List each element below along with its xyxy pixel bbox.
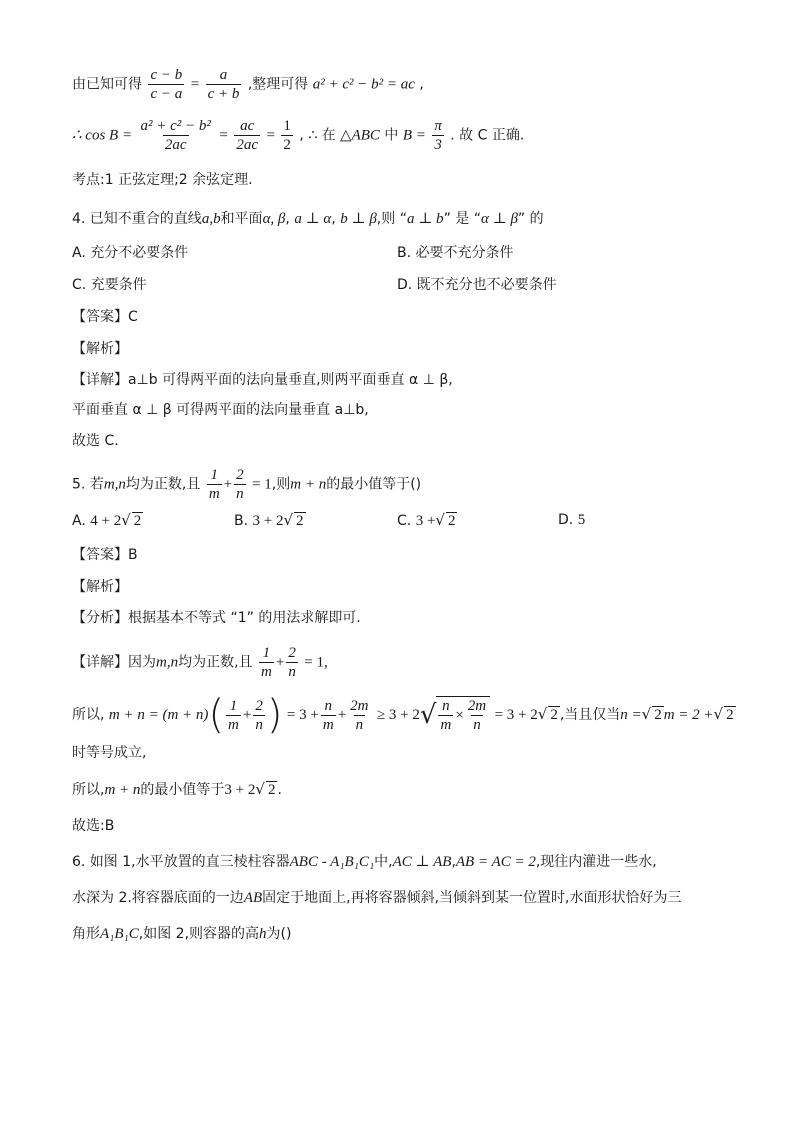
q4-detail-2: 平面垂直 α ⊥ β 可得两平面的法向量垂直 a⊥b, xyxy=(72,402,369,418)
expression: α ⊥ β xyxy=(480,211,518,227)
text: . 故 C 正确. xyxy=(450,127,525,144)
label: B. xyxy=(234,513,249,529)
text: 所以, xyxy=(72,707,105,723)
text: 均为正数,且 xyxy=(178,654,253,671)
fraction xyxy=(206,66,242,103)
q4-analysis-heading: 【解析】 xyxy=(72,341,128,357)
plus: + xyxy=(223,476,233,493)
text: 【详解】因为 xyxy=(72,654,156,671)
text: 5. 若 xyxy=(72,476,104,493)
text: 固定于地面上,再将容器倾斜,当倾斜到某一位置时,水面形状恰好为三 xyxy=(262,890,682,906)
numerator: 1 xyxy=(262,645,271,661)
sqrt-icon: √ xyxy=(435,511,445,529)
fraction xyxy=(438,697,453,734)
text: 的最小值等于 xyxy=(140,782,225,798)
fraction xyxy=(234,466,246,503)
numerator: c − b xyxy=(150,67,183,83)
denominator: m xyxy=(228,716,239,733)
radicand: 2 xyxy=(654,707,662,723)
denominator: n xyxy=(288,664,296,680)
expression: ABC - A₁B₁C₁ xyxy=(289,854,375,870)
equals: = xyxy=(190,76,200,93)
numerator: 1 xyxy=(210,467,218,483)
expression: m + n = (m + n) xyxy=(108,707,209,723)
radicand-group xyxy=(436,696,490,734)
times: × xyxy=(455,707,464,724)
question-4 xyxy=(72,209,544,229)
text: 为() xyxy=(266,926,292,942)
denominator: n xyxy=(255,716,263,733)
expression: a² + c² − b² = ac xyxy=(312,76,415,93)
text: , xyxy=(285,211,290,227)
left-paren: ( xyxy=(208,692,225,738)
expression: B = xyxy=(402,127,426,144)
radicand: 2 xyxy=(726,707,734,723)
expression: ≥ 3 + 2 xyxy=(376,707,420,723)
denominator: m xyxy=(322,716,334,733)
label: D. xyxy=(558,512,574,528)
text: ,则 “ xyxy=(376,211,407,227)
denominator: 2ac xyxy=(236,137,258,153)
label: A. xyxy=(72,513,86,529)
sqrt-icon: √ xyxy=(283,511,294,529)
radicand: 2 xyxy=(447,513,456,529)
expression: a,b xyxy=(201,211,221,227)
q4-answer: 【答案】C xyxy=(72,309,138,325)
text: , xyxy=(419,76,424,93)
q5-detail-2 xyxy=(72,692,736,738)
expression: α, β xyxy=(262,211,286,227)
expression: = 3 + xyxy=(286,707,319,723)
sqrt-icon: √ xyxy=(121,511,131,529)
q4-option-a: A. 充分不必要条件 xyxy=(72,245,189,261)
triangle-expr: △ABC xyxy=(340,127,380,144)
text: ,当且仅当 xyxy=(559,707,621,723)
sqrt-icon: √ xyxy=(713,705,724,723)
expression: b ⊥ β xyxy=(340,211,377,227)
q4-detail-1: 【详解】a⊥b 可得两平面的法向量垂直,则两平面垂直 α ⊥ β, xyxy=(72,372,453,388)
denominator: 2ac xyxy=(164,137,187,153)
q4-detail-3: 故选 C. xyxy=(72,433,119,449)
expression: = 1 xyxy=(252,476,272,493)
expression: AB = AC = 2 xyxy=(455,854,536,870)
text: ,则 xyxy=(271,476,291,493)
question-5 xyxy=(72,466,421,503)
radicand: 2 xyxy=(296,513,304,529)
value: 4 + 2 xyxy=(90,513,122,529)
numerator: 2m xyxy=(467,698,487,714)
denominator: m xyxy=(208,486,220,502)
denominator: 3 xyxy=(434,137,442,153)
numerator: a² + c² − b² xyxy=(140,118,211,134)
expression: = 1, xyxy=(304,654,328,671)
expression: 3 + 2 xyxy=(224,782,256,798)
denominator: n xyxy=(236,486,244,502)
plus: + xyxy=(242,707,252,723)
expression: m = 2 + xyxy=(663,707,714,723)
expression: a ⊥ b xyxy=(406,211,444,227)
q5-detail-1 xyxy=(72,644,328,681)
plus: + xyxy=(337,707,347,723)
q5-option-b xyxy=(234,510,306,531)
numerator: 2 xyxy=(255,697,263,714)
fraction xyxy=(234,117,260,154)
fraction xyxy=(148,66,184,103)
expression: m + n xyxy=(290,476,327,493)
fraction xyxy=(286,644,298,681)
fraction xyxy=(432,117,444,154)
expression: h xyxy=(259,926,267,942)
sqrt-icon: √ xyxy=(255,780,265,798)
fraction xyxy=(321,697,336,734)
label: C. xyxy=(397,513,412,529)
numerator: 2 xyxy=(236,467,244,483)
expression: A₁B₁C xyxy=(100,926,139,942)
radicand: 2 xyxy=(133,513,142,529)
numerator: π xyxy=(434,118,442,134)
text: ” 是 “ xyxy=(443,211,481,227)
kaodian-line xyxy=(72,170,253,190)
numerator: 2m xyxy=(350,697,369,714)
expression: m + n xyxy=(104,782,141,798)
q5-detail-4 xyxy=(72,779,282,800)
text: , xyxy=(331,211,336,227)
value: 5 xyxy=(577,512,586,528)
q5-analysis-heading: 【解析】 xyxy=(72,579,128,595)
expression: AC ⊥ AB xyxy=(392,854,452,870)
text: , xyxy=(451,854,456,870)
denominator: n xyxy=(355,716,364,733)
sqrt-icon: √ xyxy=(419,700,437,730)
q4-option-c: C. 充要条件 xyxy=(72,277,147,293)
expression: = 3 + 2 xyxy=(494,707,538,723)
fraction xyxy=(207,466,222,503)
q5-fenxi: 【分析】根据基本不等式 “1” 的用法求解即可. xyxy=(72,610,361,626)
fraction xyxy=(253,697,265,734)
question-6-line-3 xyxy=(72,924,291,944)
q5-answer: 【答案】B xyxy=(72,547,138,563)
text: 和平面 xyxy=(220,211,263,227)
numerator: n xyxy=(442,698,450,714)
text: ” 的 xyxy=(517,211,544,227)
question-6-line-1 xyxy=(72,852,657,872)
text: 的最小值等于() xyxy=(326,476,422,493)
text: 4. 已知不重合的直线 xyxy=(72,211,202,227)
q5-detail-3: 时等号成立, xyxy=(72,745,147,761)
q5-conclusion: 故选:B xyxy=(72,818,115,834)
numerator: n xyxy=(324,697,333,714)
denominator: 2 xyxy=(283,137,291,153)
derivation-line-2 xyxy=(72,117,524,154)
denominator: n xyxy=(473,717,481,733)
text: ,现往内灌进一些水, xyxy=(535,854,657,870)
numerator: 1 xyxy=(229,697,238,714)
text: 考点:1 正弦定理;2 余弦定理. xyxy=(72,172,253,188)
fraction xyxy=(226,697,241,734)
text: 均为正数,且 xyxy=(125,476,201,493)
value: 3 + 2 xyxy=(252,513,284,529)
plus: + xyxy=(275,654,285,671)
radicand: 2 xyxy=(267,782,276,798)
equals: = xyxy=(219,127,228,144)
text: 中, xyxy=(374,854,393,870)
expression: m,n xyxy=(156,654,179,671)
q4-option-b: B. 必要不充分条件 xyxy=(397,245,514,261)
denominator: m xyxy=(440,717,452,733)
value: 3 + xyxy=(415,513,436,529)
expression: a ⊥ α xyxy=(294,211,332,227)
right-paren: ) xyxy=(266,692,283,738)
q5-option-d xyxy=(558,510,585,530)
text: 中 xyxy=(384,127,399,144)
numerator: 1 xyxy=(283,118,291,134)
text: 6. 如图 1,水平放置的直三棱柱容器 xyxy=(72,854,290,870)
expression: AB xyxy=(243,890,263,906)
text: ,如图 2,则容器的高 xyxy=(138,926,260,942)
fraction xyxy=(348,697,370,734)
derivation-line-1 xyxy=(72,66,424,103)
equals: = xyxy=(266,127,275,144)
expression: ∴ cos B = xyxy=(72,127,133,144)
text: 所以, xyxy=(72,782,105,798)
numerator: 2 xyxy=(288,645,296,661)
fraction xyxy=(466,697,488,734)
fraction xyxy=(139,117,213,154)
sqrt-icon: √ xyxy=(641,705,652,723)
expression: n = xyxy=(620,707,642,723)
expression: m,n xyxy=(103,476,126,493)
denominator: m xyxy=(261,664,272,680)
text: 由已知可得 xyxy=(72,76,142,93)
text: . xyxy=(277,782,282,798)
text: 角形 xyxy=(72,926,100,942)
radicand: 2 xyxy=(550,707,558,723)
text: 水深为 2.将容器底面的一边 xyxy=(72,890,244,906)
numerator: ac xyxy=(240,118,255,134)
denominator: c − a xyxy=(150,86,183,102)
fraction xyxy=(259,644,274,681)
q4-option-d: D. 既不充分也不必要条件 xyxy=(397,277,557,293)
sqrt-icon: √ xyxy=(537,705,548,723)
q5-option-a xyxy=(72,510,143,531)
fraction xyxy=(281,117,293,154)
text: ,整理可得 xyxy=(247,76,309,93)
q5-option-c xyxy=(397,510,457,531)
numerator: a xyxy=(219,67,228,83)
denominator: c + b xyxy=(207,86,240,102)
question-6-line-2 xyxy=(72,888,682,908)
text: , ∴ 在 xyxy=(299,127,336,144)
